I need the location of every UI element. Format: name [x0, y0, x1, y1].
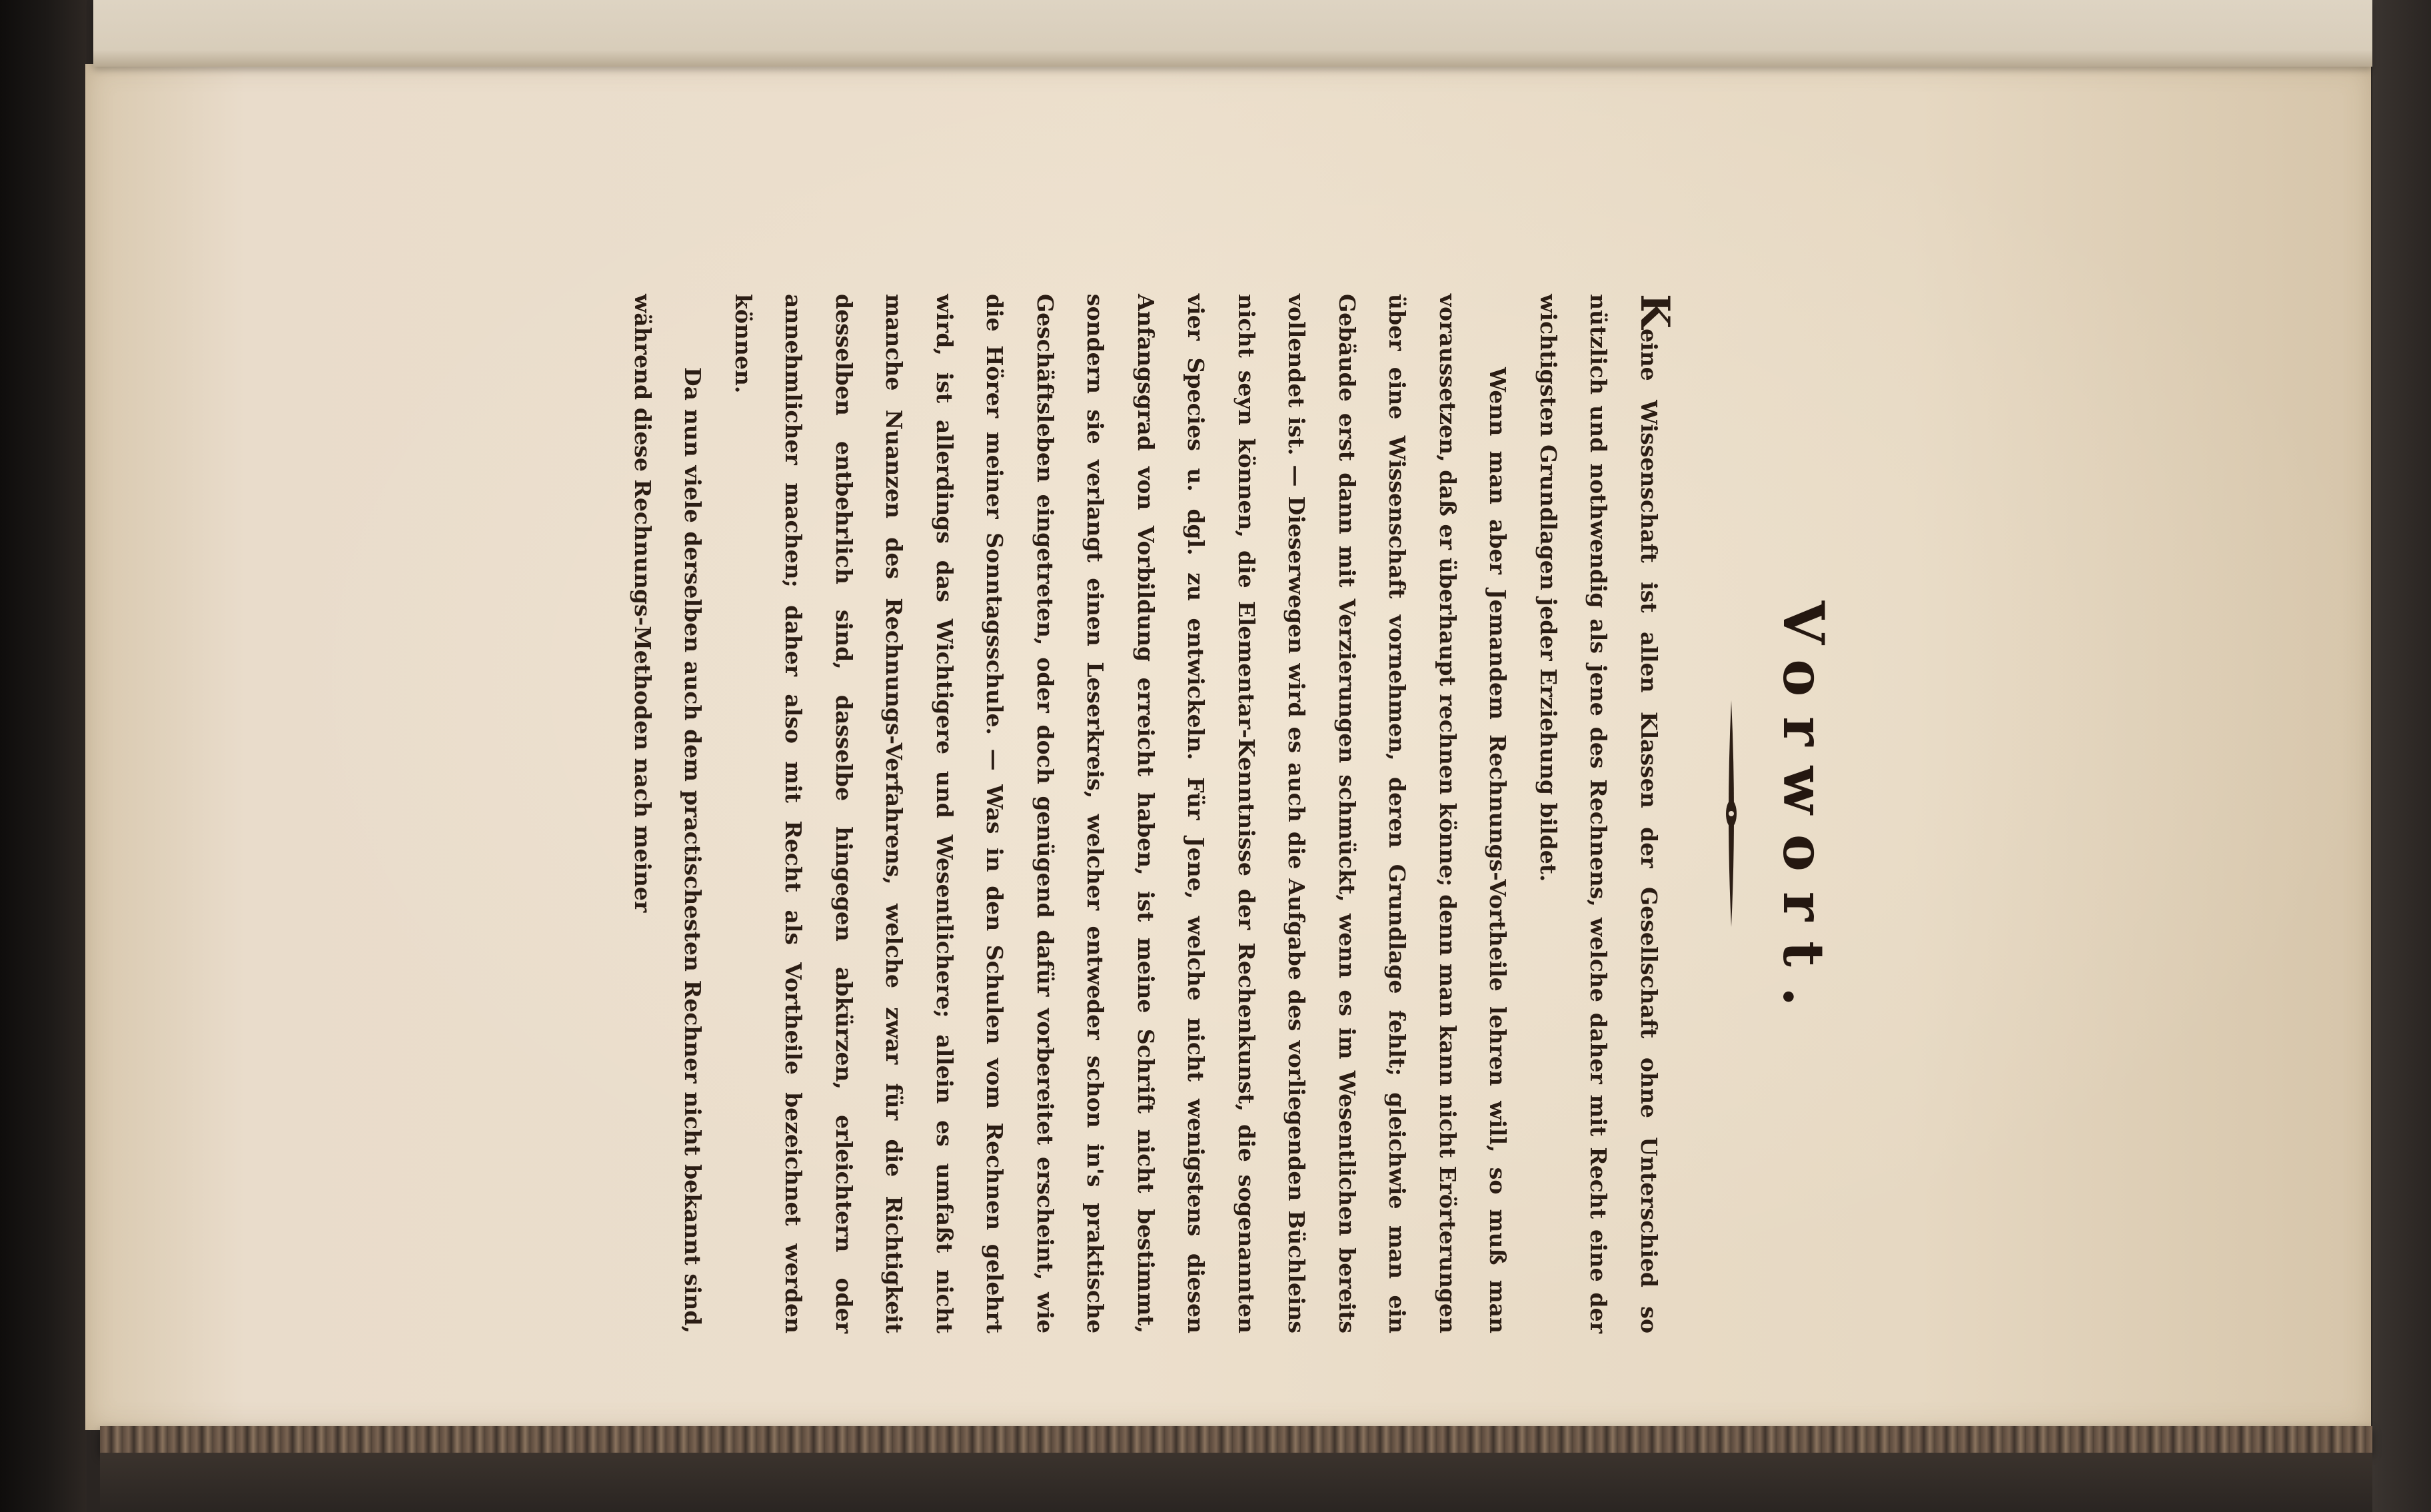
- dropcap: K: [1631, 294, 1678, 329]
- rotated-page-text: [415, 294, 1868, 1333]
- paragraph: [1523, 294, 1678, 1333]
- page-heading: Vorwort.: [1771, 600, 1837, 1027]
- book-page-edges: [100, 1426, 2372, 1453]
- page-body: [618, 294, 1678, 1333]
- paragraph-text: Da nun viele derselben auch dem practischesten Rechner nicht bekannt sind, während diese Rechnungs-Methoden nach meiner: [630, 294, 706, 1333]
- ornament-divider: [1718, 694, 1745, 934]
- facing-page-edge: [93, 0, 2372, 67]
- paragraph-text: eine Wissenschaft ist allen Klassen der Gesellschaft ohne Unterschied so nützlich und nothwendig als jene des Rechnens, welche daher mit Recht eine der wichtigsten Grundlagen jeder Erziehung bildet.: [1535, 294, 1662, 1333]
- background-right: [2372, 0, 2431, 1512]
- paragraph: [718, 294, 1523, 1333]
- book-cover-left-edge: [0, 0, 87, 1512]
- book-page: [85, 64, 2371, 1430]
- book-cover-bottom: [100, 1453, 2372, 1512]
- paragraph-text: Wenn man aber Jemandem Rechnungs-Vortheile lehren will, so muß man voraussetzen, daß er überhaupt rechnen könne; denn man kann nicht Erörterungen über eine Wissenschaft vornehmen, deren Grundlage fehlt; gleichwie man ein Gebäude erst dann mit Verzierungen schmückt, wenn es im Wesentlichen bereits vollendet ist. — Dieserwegen wird es auch die Aufgabe des vorliegenden Büchleins nicht seyn können, die Elementar-Kenntnisse der Rechenkunst, die sogenannten vier Species u. dgl. zu entwickeln. Für Jene, welche nicht wenigstens diesen Anfangsgrad von Vorbildung erreicht haben, ist meine Schrift nicht bestimmt, sondern sie verlangt einen Leserkreis, welcher entweder schon in's praktische Geschäftsleben eingetreten, oder doch genügend dafür vorbereitet erscheint, wie die Hörer meiner Sonntagsschule. — Was in den Schulen vom Rechnen gelehrt wird, ist allerdings das Wichtigere und Wesentlichere; allein es umfaßt nicht manche Nuanzen des Rechnungs-Verfahrens, welche zwar für die Richtigkeit desselben entbehrlich sind, dasselbe hingegen abkürzen, erleichtern oder annehmlicher machen; daher also mit Recht als Vortheile bezeichnet werden können.: [730, 294, 1511, 1333]
- paragraph: [618, 294, 718, 1333]
